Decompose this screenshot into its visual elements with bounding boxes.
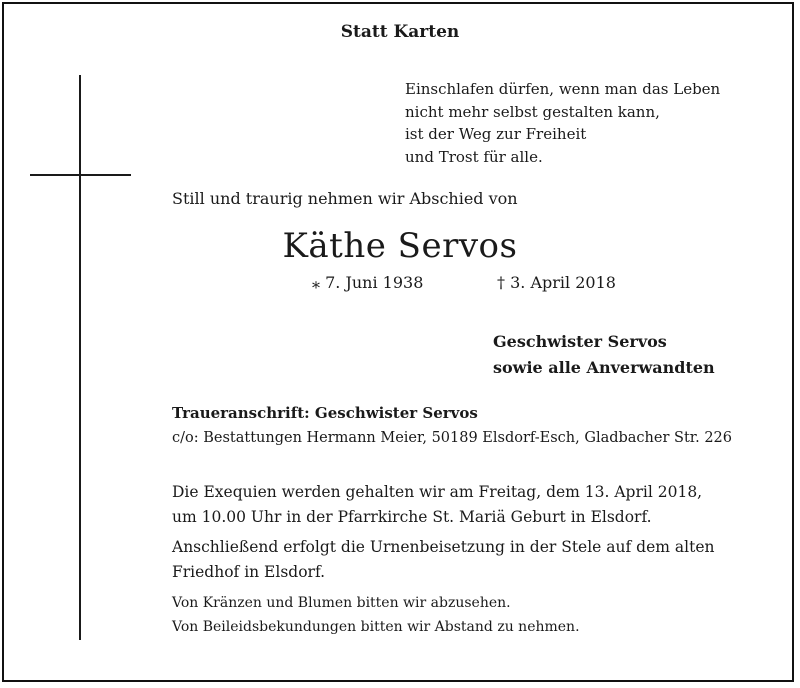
- paragraph-line: um 10.00 Uhr in der Pfarrkirche St. Mariä Geburt in Elsdorf.: [172, 508, 652, 526]
- notice-header: Statt Karten: [340, 22, 460, 42]
- birth-date: ⁎ 7. Juni 1938: [312, 273, 424, 292]
- poem-line: nicht mehr selbst gestalten kann,: [405, 102, 660, 121]
- poem-line: ist der Weg zur Freiheit: [405, 125, 587, 143]
- paragraph-line: Anschließend erfolgt die Urnenbeisetzung in der Stele auf dem alten: [172, 538, 715, 556]
- deceased-name: Käthe Servos: [282, 226, 518, 266]
- intro-text: Still und traurig nehmen wir Abschied von: [172, 189, 518, 208]
- cross-horizontal-bar: [30, 174, 131, 176]
- service-paragraph: [172, 480, 772, 530]
- poem: [405, 78, 720, 168]
- family-line: Geschwister Servos: [493, 332, 667, 351]
- family-line: sowie alle Anverwandten: [493, 358, 715, 377]
- note-flowers: Von Kränzen und Blumen bitten wir abzusehen.: [172, 595, 511, 611]
- cross-vertical-bar: [79, 75, 81, 640]
- poem-line: Einschlafen dürfen, wenn man das Leben: [405, 80, 721, 98]
- paragraph-line: Friedhof in Elsdorf.: [172, 563, 326, 581]
- mourning-address-line: c/o: Bestattungen Hermann Meier, 50189 Elsdorf-Esch, Gladbacher Str. 226: [172, 430, 733, 446]
- death-date: † 3. April 2018: [497, 273, 616, 292]
- family-signature: [493, 329, 715, 381]
- poem-line: und Trost für alle.: [405, 147, 543, 166]
- mourning-address-label: Traueranschrift: Geschwister Servos: [172, 404, 478, 422]
- burial-paragraph: [172, 535, 772, 585]
- paragraph-line: Die Exequien werden gehalten wir am Freitag, dem 13. April 2018,: [172, 483, 703, 501]
- note-condolences: Von Beileidsbekundungen bitten wir Abstand zu nehmen.: [172, 619, 580, 635]
